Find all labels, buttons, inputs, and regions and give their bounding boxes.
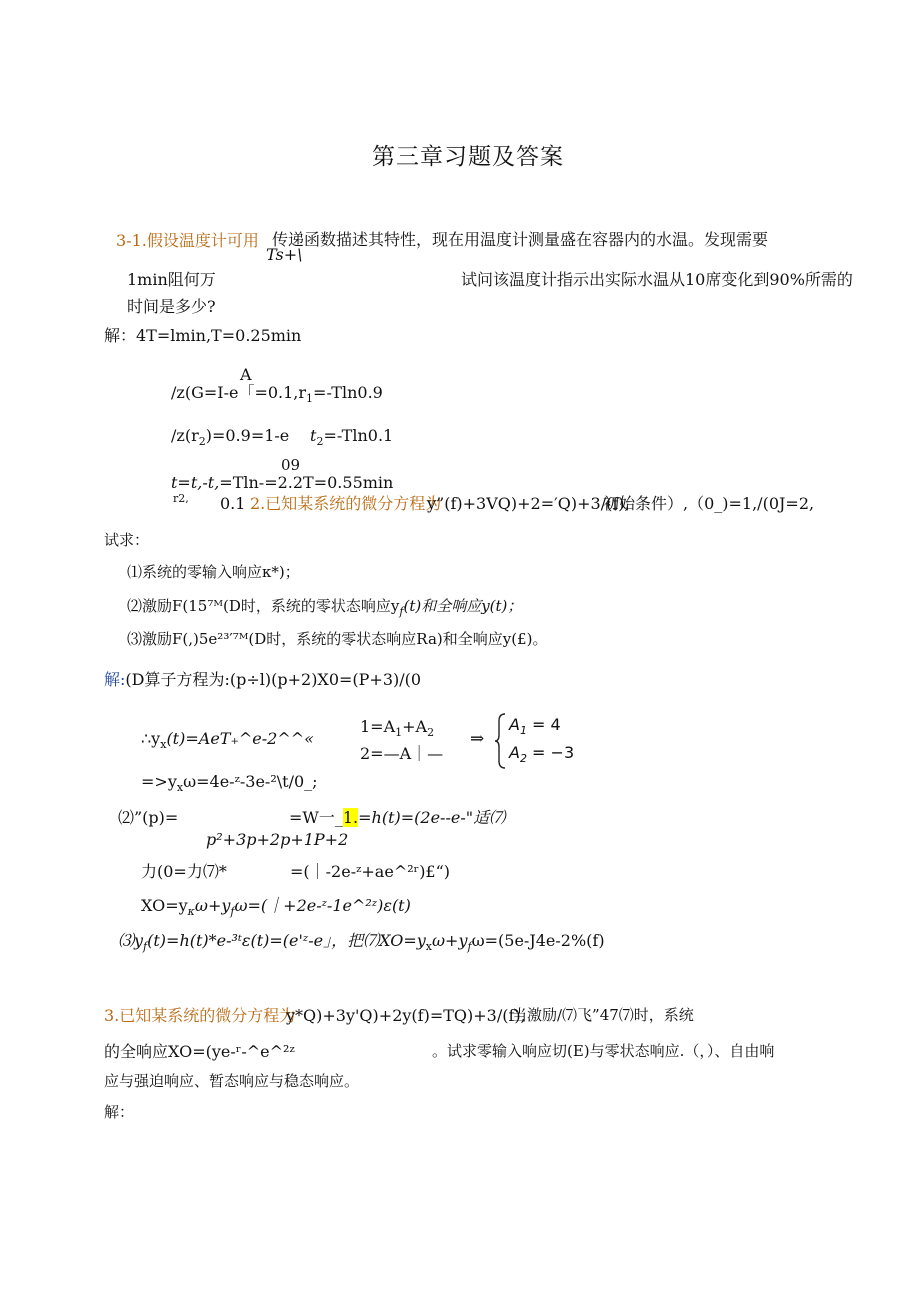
problem-2-conditions: 初始条件）,（0_)=1,∕(0J=2,: [603, 494, 815, 513]
problem-1-label: 3-1.假设温度计可用: [116, 231, 259, 250]
problem-1-line2-left: 1min阻何万: [127, 270, 216, 289]
solution-2-line4-right: =W一_1.=h(t)=(2e--e-"适⑺: [289, 808, 506, 827]
solution-2-system-eq1: $1=A_1+A_2$: [360, 717, 435, 740]
solution-2-result-a1: $A_1 = 4$: [509, 715, 561, 738]
problem-3-label: 3.已知某系统的微分方程为: [104, 1006, 296, 1025]
solution-2-line7: $XO=y_\kappa\omega+y_f\omega=(|+2e-ᶻ-1e\^{}^2ᶻ)\varepsilon(t)$: [141, 896, 411, 919]
problem-2-q1: ⑴系统的零输入响应κ*)；: [127, 563, 300, 581]
solution-2-line6-right: =(｜-2e-ᶻ+ae^²ʳ)£“): [290, 862, 451, 881]
solution-1-line2: /z(G=I-e「$=0.1,r_1=-Tln0.9$: [171, 383, 383, 406]
solution-2-line6-left: 力(0=力⑺*: [141, 862, 227, 881]
problem-1-fraction-denominator: Ts+\: [266, 245, 303, 264]
solution-2-line4-left: ⑵”(p)=: [118, 808, 179, 827]
solution-1-line3: $/z(r_2)=0.9=1-e$: [171, 426, 290, 449]
solution-2-line3: $=>y_x\omega=4e-ᶻ-3e-^2\backslash t/0\_$;: [141, 772, 318, 795]
solution-1-num09: 09: [281, 456, 301, 474]
solution-2-system-eq2: 2=—A｜—: [360, 744, 444, 763]
solution-2-line1: 解:(D算子方程为:(p÷l)(p+2)X0=(P+3)/(0: [104, 670, 422, 689]
problem-2-q3: ⑶激励F(,)5e²³′⁷ᴹ(D时，系统的零状态响应Ra)和全响应y(£)。: [127, 630, 548, 648]
solution-1-line4: t=t,-t,=Tln-=2.2T=0.55min: [171, 473, 394, 492]
problem-1-line2-right: 试问该温度计指示出实际水温从10席变化到90%所需的: [461, 270, 853, 289]
problem-3-equation: y*Q)+3y'Q)+2y(f)=TQ)+3∕(f),: [286, 1006, 526, 1025]
solution-2-line8: $⑶y_f(t)=h(t)*e-^3ᵗ\varepsilon(t)=(e'ᶻ-e$」，把$⑺XO=y_x\omega+y_f\omega=(5e-J4e-2\%(f)$: [118, 931, 605, 954]
problem-2-q2: ⑵激励F(15⁷ᴹ(D时，系统的零状态响应$y_f(t)$和全响应y(t)；: [127, 597, 523, 618]
solution-2-line5: p²+3p+2p+1P+2: [206, 830, 349, 849]
solution-1-line4-num: 0.1: [220, 494, 246, 513]
solution-2-result-a2: $A_2 = -3$: [509, 743, 575, 766]
problem-3-condition: 当激励∕⑺飞”47⑺时，系统: [512, 1006, 694, 1024]
page-title: 第三章习题及答案: [372, 144, 564, 170]
problem-2-label: 2.已知某系统的微分方程为: [250, 494, 442, 513]
solution-1-line4-sub: r2,: [173, 492, 189, 505]
problem-2-equation: y”(f)+3VQ)+2=′Q)+3∕(f),: [427, 494, 630, 513]
problem-1-line3: 时间是多少?: [127, 297, 216, 316]
problem-3-answer-label: 解：: [104, 1103, 135, 1121]
implies-arrow-icon: ⇒: [470, 729, 485, 749]
problem-1-line1: 传递函数描述其特性，现在用温度计测量盛在容器内的水温。发现需要: [272, 230, 769, 249]
solution-1-a-label: A: [240, 365, 252, 384]
problem-2-ask: 试求：: [104, 531, 150, 549]
solution-1-line3-right: $t_2=-Tln0.1$: [310, 426, 394, 449]
solution-2-line2: $\therefore y_x(t)=AeT_+\^{}e-2\^{}\^{}«$: [141, 729, 314, 752]
brace-icon: [494, 713, 506, 769]
problem-3-line2-right: 。试求零输入响应切(E)与零状态响应.（，）、自由响: [432, 1042, 775, 1060]
problem-3-line3: 应与强迫响应、暂态响应与稳态响应。: [104, 1072, 360, 1090]
solution-1-line1: 解：4T=lmin,T=0.25min: [104, 326, 302, 345]
highlighted-term: 1.: [342, 808, 359, 827]
problem-3-line2-left: 的全响应XO=(ye-ʳ-^e^²ᶻ: [104, 1042, 295, 1061]
